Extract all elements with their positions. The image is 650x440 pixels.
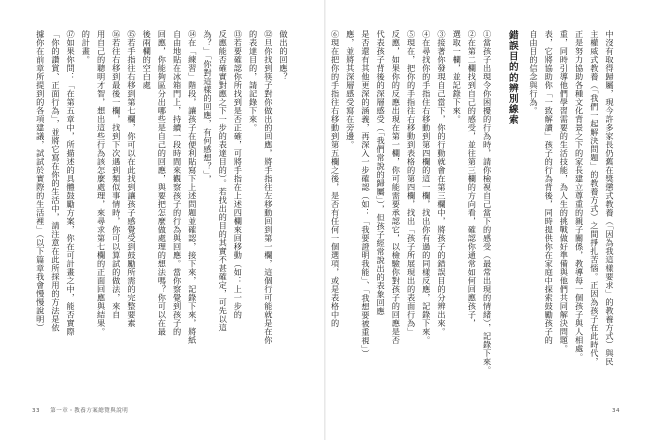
left-paragraph: 反應能否確實對應之下一步的表達目的）。若找出的目的其實不甚確定，可先以這 <box>218 30 229 332</box>
list-item: ④在尋找你的手指住右移動到第四欄的這一欄，找出你有過的同樣反應，記錄下來。 <box>421 30 432 345</box>
list-item: ③接著你發現自己當下，你的行動就會在第三欄中，將孩子的錯誤目的分辨出來。 <box>436 30 447 336</box>
list-item: 應，並將其深層感受寫在旁邊。 <box>345 30 356 149</box>
right-paragraph: 自由目的信念與行為。 <box>528 30 539 115</box>
list-item: ⑥現在把你的手指往右移動到第五欄之後，是否有任何一個選項，或是表格中的 <box>330 30 341 328</box>
right-paragraph: 正是努力協助各種文化背景之下的家長建立尊重的親子關係，教導每一個孩子與人相處。 <box>574 30 585 362</box>
left-page-body <box>33 30 291 375</box>
left-paragraph: ⑮若手指往右移到第七欄，你可以在此找到讓孩子感覺受到鼓勵所需的完整要素 <box>126 30 137 328</box>
left-paragraph: 「你的讚賞、正面行為」，並將它寫在你的生活中，請注意在此所採用的方法是依 <box>50 30 61 332</box>
left-paragraph: 自由地貼在冰箱門上，持續一段時間來觀察孩子的行為與回應。當你察覺到孩子的 <box>172 30 183 336</box>
left-paragraph: 的表達目的，請記錄下來。 <box>248 30 259 132</box>
left-paragraph: ⑰如果你問：「在第五章中，所描述的具體鼓勵方案，你在可計畫之中，能否實際 <box>66 30 77 336</box>
list-item: 反應，如果你的反應出現在第一欄，你可能需要承認它，以檢驗你對孩子的回應是否 <box>391 30 402 345</box>
left-page <box>0 0 324 440</box>
left-footer <box>32 406 128 414</box>
list-item: 選取一欄，並記錄下來。 <box>452 30 463 124</box>
right-paragraph: 重，同時引導他們學習需要的生活技能，為人生的挑戰做好準備與他們共同解決問題。 <box>559 30 570 353</box>
right-paragraph: 主權威式教養（「我們一起解決問題」的教養方式）之間掙扎苦惱。正因為孩子在此時代， <box>589 30 600 366</box>
list-item: 代表孩子背後的深層感受（「我們常說的歸屬」），但孩子經常說出的表象回應 <box>376 30 387 316</box>
page-number: 34 <box>612 408 620 414</box>
list-item: ②在第二欄找到自己的感受，並往第三欄的方向看，確認你通常如何回應孩子， <box>467 30 478 328</box>
left-paragraph: ⑭在「練習」階段，讓孩子在便利貼寫下上述問題並確認，接下來，記錄下來，將紙 <box>187 30 198 345</box>
left-paragraph: 為？」「你對這樣的回應，有何感想？」， <box>202 30 213 184</box>
section-heading: 錯誤目的的辨別線索 <box>506 30 518 126</box>
left-paragraph: 後兩欄的空白處 <box>142 30 153 90</box>
left-paragraph: 的計畫。 <box>81 30 92 64</box>
list-item: ⑤現在，把你的手指往右移動到表格的第四欄，找出「孩子所展現出的表面行為」 <box>406 30 417 336</box>
list-item: 是否還有其他更深的涵義，再深入一步確認（如：「我要證明我能」、「我想要被重視」） <box>360 30 371 358</box>
right-paragraph: 中沒有取得歸屬，現今許多家長仍舊在獎懲式教養（「因為我這樣要求」的教養方式）與民 <box>605 30 615 366</box>
left-paragraph: 回應，你能夠區分出哪些是自己的回應，與要把怎麼做處理的想法嗎？你可以在最 <box>157 30 168 336</box>
right-footer <box>612 408 620 414</box>
left-paragraph: ⑯若往右移到最後一欄，找到下次遇到類似事情時，你可以算試的做法，來自 <box>111 30 122 319</box>
left-paragraph: ⑬若要確認你所找到是否正確，可將手指在上述四欄來回移動（如：上一步的 <box>233 30 244 319</box>
right-page <box>326 0 650 440</box>
page-number: 33 <box>32 408 40 414</box>
left-paragraph: 據你在前章所提到的各項建議，試試於實際的生活裡」（以下篇章我會慢慢說明） <box>35 30 46 332</box>
right-page-body <box>327 30 617 375</box>
left-paragraph: ⑫旦你找到筷子對你做出的回應，將手指往左移動回到第一欄，這個行可能就是在你 <box>263 30 274 345</box>
list-item: ①當孩子出現令你困擾的行為時，請你檢視自己當下的感受（最常出現的情緒），記錄下來。 <box>482 30 493 375</box>
left-paragraph: 做出的回應？ <box>279 30 289 81</box>
left-paragraph: 用自己的聰明才智，想出這些行為該怎麼處理，來尋求第七欄的正面回應與結果。 <box>96 30 107 336</box>
running-head: 第一章・教養方案總覽與說明 <box>50 408 129 414</box>
right-paragraph: 表，它將協助你「一致解讀」孩子的行為背後，同時提供你在家庭中探索鼓勵孩子的 <box>544 30 555 345</box>
